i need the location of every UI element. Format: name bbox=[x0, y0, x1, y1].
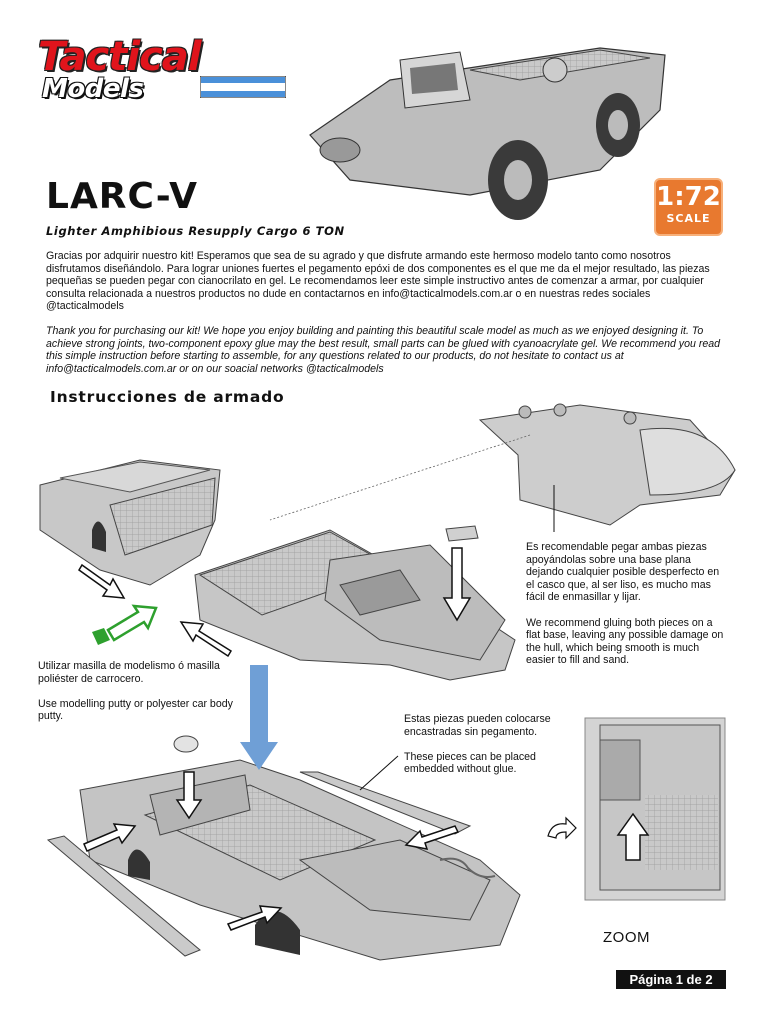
next-step-arrow-icon bbox=[240, 665, 278, 770]
putty-arrow-icon bbox=[108, 606, 156, 640]
note-hull-es: Es recomendable pegar ambas piezas apoyándolas sobre una base plana dejando cualquier posible desperfecto en el casco que, al ser liso, es mucho mas fácil de enmasillar y lijar. bbox=[526, 541, 720, 604]
plate-part bbox=[446, 526, 478, 541]
engine-cover-part bbox=[480, 404, 735, 525]
note-embed-es: Estas piezas pueden colocarse encastradas sin pegamento. bbox=[404, 713, 551, 738]
note-putty bbox=[38, 660, 238, 723]
page-subtitle: Lighter Amphibious Resupply Cargo 6 TON bbox=[46, 224, 345, 238]
leader-line bbox=[270, 435, 530, 520]
zoom-pointer-icon bbox=[548, 818, 576, 838]
brand-line1: Tactical bbox=[38, 34, 201, 80]
note-embed-en: These pieces can be placed embedded without glue. bbox=[404, 750, 536, 776]
scale-value: 1:72 bbox=[656, 182, 721, 212]
section-title: Instrucciones de armado bbox=[50, 388, 285, 406]
page-title: LARC-V bbox=[46, 176, 198, 217]
deck-part bbox=[40, 460, 220, 585]
hull-part bbox=[195, 530, 515, 680]
page-indicator: Página 1 de 2 bbox=[616, 970, 726, 989]
note-hull bbox=[526, 541, 726, 667]
zoom-detail-render bbox=[585, 718, 725, 900]
zoom-label: ZOOM bbox=[603, 929, 650, 946]
flag-icon bbox=[200, 76, 286, 98]
brand-logo bbox=[38, 34, 288, 104]
brand-line2: Models bbox=[42, 74, 144, 104]
note-hull-en: We recommend gluing both pieces on a flat base, leaving any possible damage on the hull, which being smooth is much easier to fill and sand. bbox=[526, 616, 724, 667]
assembled-hull-part bbox=[80, 760, 520, 960]
note-putty-en: Use modelling putty or polyester car body putty. bbox=[38, 697, 233, 723]
hero-vehicle-render bbox=[310, 48, 665, 220]
intro-spanish: Gracias por adquirir nuestro kit! Esperamos que sea de su agrado y que disfrute armando este hermoso modelo tanto como nosotros disfrutamos diseñándolo. Para lograr uniones fuertes el pegamento epóxi de dos componentes es el que me da el mejor resultado, las piezas pequeñas se pueden pegar con cianocrilato en gel. Le recomendamos leer este simple instructivo antes de comenzar a armar, por cualquier consulta relacionada a nuestros productos no dude en contactarnos en info@tacticalmodels.com.ar o en nuestras redes sociales @tacticalmodels bbox=[46, 250, 710, 313]
life-ring-part bbox=[174, 736, 198, 752]
note-embed bbox=[404, 713, 584, 776]
scale-label: SCALE bbox=[666, 212, 711, 225]
note-putty-es: Utilizar masilla de modelismo ó masilla poliéster de carrocero. bbox=[38, 660, 220, 685]
scale-badge bbox=[654, 178, 723, 236]
intro-english: Thank you for purchasing our kit! We hope you enjoy building and painting this beautiful scale model as much as we enjoyed designing it. To achieve strong joints, two-component epoxy glue may the best result, small parts can be glued with cyanoacrylate gel. We recommend you read this simple instruction before starting to assemble, for any questions related to our products, do not hesitate to contact us at info@tacticalmodels.com.ar or on our soacial networks @tacticalmodels bbox=[46, 325, 721, 375]
leader-line bbox=[360, 756, 398, 790]
